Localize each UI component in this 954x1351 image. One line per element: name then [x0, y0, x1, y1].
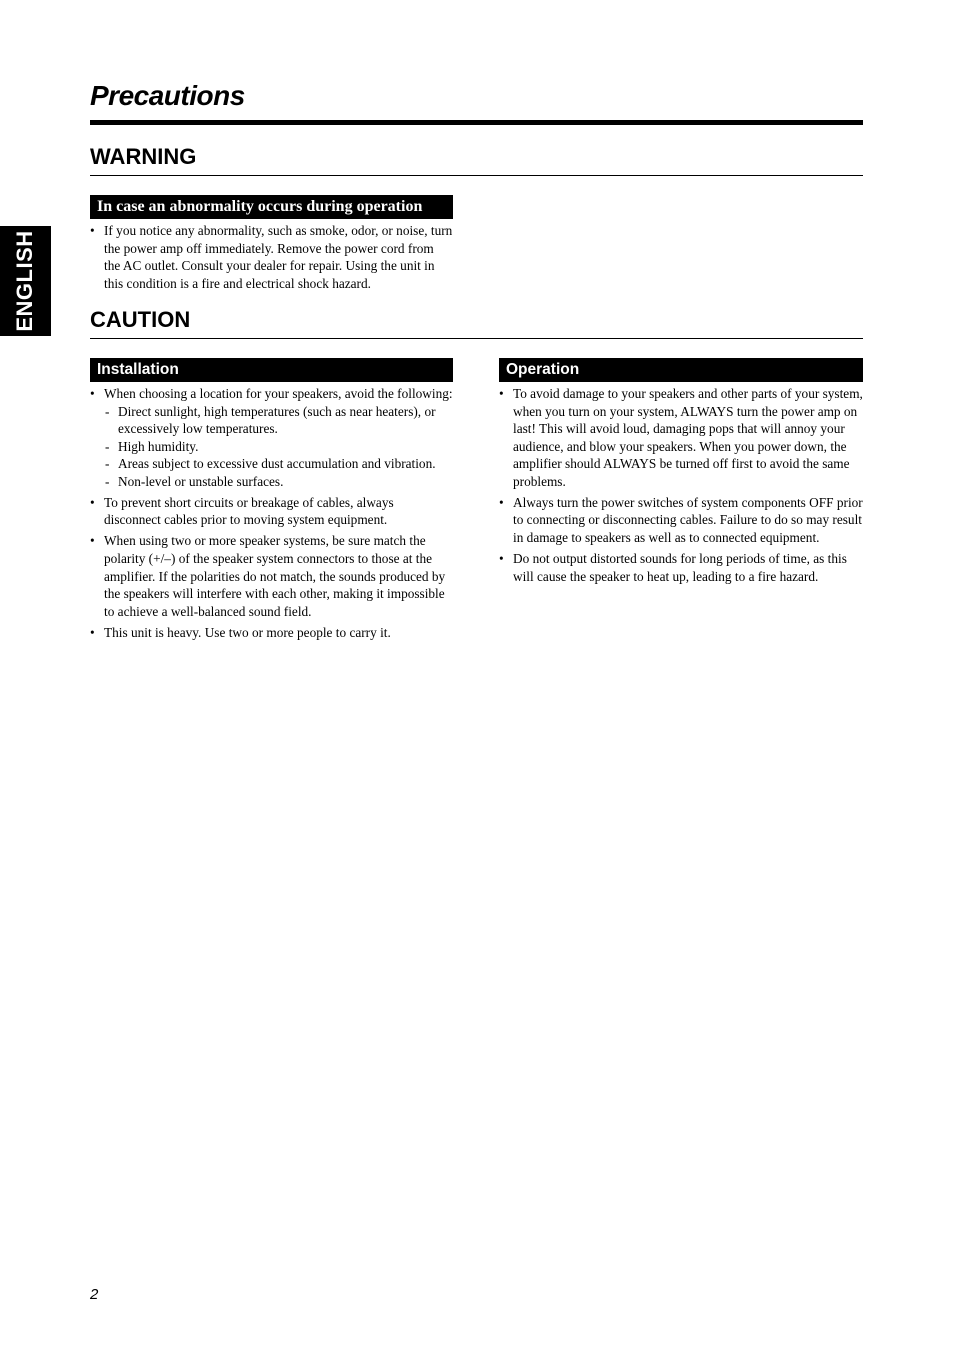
operation-subheading: Operation [499, 358, 863, 382]
list-item [90, 385, 453, 491]
warning-list [90, 222, 453, 296]
installation-subheading: Installation [90, 358, 453, 382]
list-item: • This unit is heavy. Use two or more people to carry it. [90, 624, 453, 642]
caution-rule [90, 338, 863, 339]
sub-item: - High humidity. [104, 438, 453, 456]
list-item-text: When choosing a location for your speakers, avoid the following: [104, 386, 453, 401]
page-title: Precautions [90, 80, 245, 111]
page-number: 2 [90, 1286, 99, 1303]
list-item: • When using two or more speaker systems, be sure match the polarity (+/–) of the speaker system connectors to those at the amplifier. If the polarities do not match, the sounds produced by the speakers will interfere with each other, making it impossible to achieve a well-balanced sound field. [90, 532, 453, 620]
installation-list [90, 385, 453, 645]
list-item: • Always turn the power switches of system components OFF prior to connecting or disconnecting cables. Failure to do so may result in damage to speakers as well as to connected equipment. [499, 494, 863, 547]
operation-list [499, 385, 863, 588]
sub-item: - Non-level or unstable surfaces. [104, 473, 453, 491]
sub-item: - Direct sunlight, high temperatures (such as near heaters), or excessively low temperatures. [104, 403, 453, 438]
language-tab [0, 226, 51, 336]
title-rule [90, 120, 863, 125]
warning-subheading: In case an abnormality occurs during operation [90, 195, 453, 219]
list-item: • To avoid damage to your speakers and other parts of your system, when you turn on your system, ALWAYS turn the power amp on last! This will avoid loud, damaging pops that will annoy your audience, and blow your speakers. When you power down, the amplifier should ALWAYS be turned off first to avoid the same problems. [499, 385, 863, 491]
caution-heading: CAUTION [90, 307, 191, 332]
list-item: • To prevent short circuits or breakage of cables, always disconnect cables prior to moving system equipment. [90, 494, 453, 529]
list-item: • Do not output distorted sounds for long periods of time, as this will cause the speaker to heat up, leading to a fire hazard. [499, 550, 863, 585]
list-item: • If you notice any abnormality, such as smoke, odor, or noise, turn the power amp off immediately. Remove the power cord from the AC outlet. Consult your dealer for repair. Using the unit in this condition is a fire and electrical shock hazard. [90, 222, 453, 292]
sub-list [104, 403, 453, 491]
language-tab-label: ENGLISH [12, 230, 37, 332]
warning-heading: WARNING [90, 144, 197, 169]
sub-item: - Areas subject to excessive dust accumulation and vibration. [104, 455, 453, 473]
warning-rule [90, 175, 863, 176]
